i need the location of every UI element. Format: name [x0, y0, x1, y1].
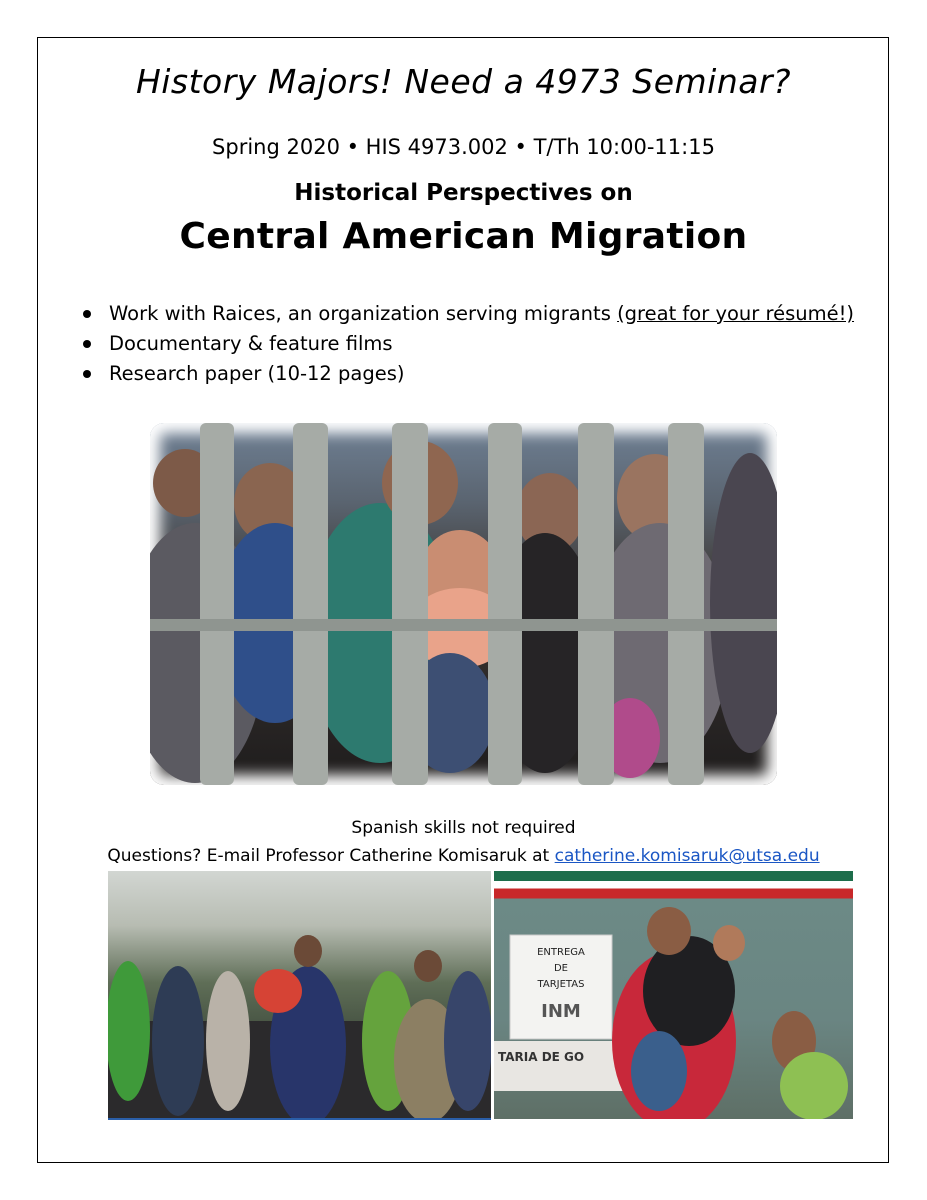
bullet-text: Documentary & feature films [109, 332, 393, 355]
sign-line-1: ENTREGA [537, 947, 585, 958]
bullet-text: Work with Raices, an organization serving migrants [109, 302, 618, 325]
bullet-icon [83, 310, 91, 318]
sign-line-3: TARJETAS [537, 979, 585, 990]
sign-line-2: DE [553, 963, 569, 974]
headline: History Majors! Need a 4973 Seminar? [135, 62, 792, 101]
note-spanish: Spanish skills not required [351, 818, 576, 838]
course-title-small: Historical Perspectives on [294, 180, 633, 206]
photo-migrants-behind-bars [150, 423, 777, 785]
photo-migrant-caravan-art [108, 871, 491, 1119]
banner-text: TARIA DE GO [498, 1050, 585, 1064]
list-item [83, 329, 854, 359]
people-shapes [612, 907, 848, 1119]
contact-prefix: Questions? E-mail Professor Catherine Komisaruk at [107, 846, 555, 866]
inm-sign [510, 935, 612, 1039]
list-item [83, 299, 854, 329]
bullet-icon [83, 370, 91, 378]
list-item [83, 359, 854, 389]
photo-underline [108, 1118, 491, 1120]
photo-migrants-behind-bars-art [150, 423, 777, 785]
course-title-large: Central American Migration [179, 216, 748, 257]
crowd-shapes [108, 935, 491, 1119]
email-link[interactable]: catherine.komisaruk@utsa.edu [554, 846, 820, 866]
sign-logo: INM [541, 1001, 581, 1022]
course-line: Spring 2020 • HIS 4973.002 • T/Th 10:00-11:15 [212, 135, 715, 159]
bullet-emphasis: (great for your résumé!) [617, 302, 855, 325]
feature-list [83, 299, 854, 389]
photo-father-and-child-art [494, 871, 853, 1119]
bullet-text: Research paper (10-12 pages) [109, 362, 405, 385]
bullet-icon [83, 340, 91, 348]
photo-father-and-child [494, 871, 853, 1119]
contact-line [0, 846, 927, 866]
photo-migrant-caravan [108, 871, 491, 1119]
